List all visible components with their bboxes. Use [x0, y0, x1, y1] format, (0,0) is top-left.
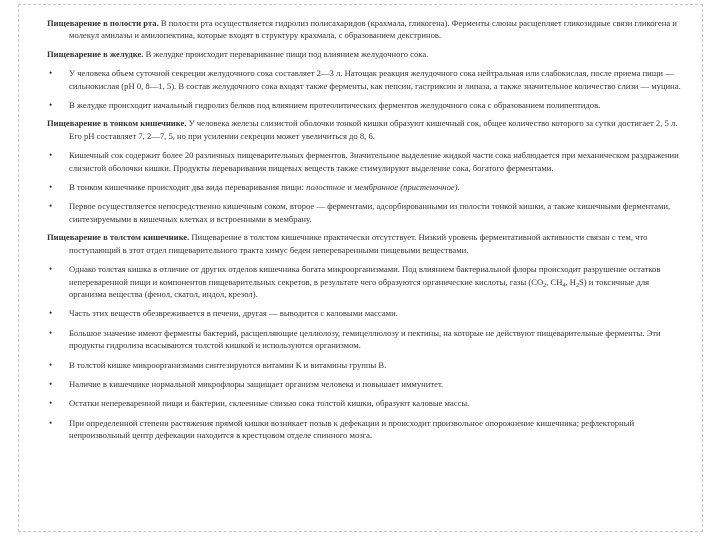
section-heading: Пищеварение в полости рта. [47, 18, 159, 28]
list-item [47, 99, 687, 111]
bullet-icon: • [49, 100, 53, 111]
list-item [47, 181, 687, 193]
section-heading: Пищеварение в желудке. [47, 48, 144, 59]
list-item-text: При определенной степени растяжения прямой кишки возникает позыв к дефекации и происходит произвольное опорожнение кишечника; рефлекторный непроизвольный центр дефекации находится в крестцовом отделе спинного мозга. [69, 417, 635, 441]
list-item [47, 200, 687, 225]
list-item-text: Первое осуществляется непосредственно кишечным соком, второе — ферментами, адсорбированными из полости тонкой кишки, а также кишечными ферментами, синтезируемыми в кишечных клетках и встроенными в мембрану. [69, 201, 671, 224]
section-text: Пищеварение в толстом кишечнике практически отсутствует. Низкий уровень ферментативной активности связан с тем, что поступающий в этот отдел пищеварительного тракта химус беден непереваренными пищевыми веществами. [69, 232, 648, 255]
list-item [47, 397, 687, 409]
subscript: 2 [543, 282, 547, 289]
list-item-text: Наличие в кишечнике нормальной микрофлоры защищает организм человека и повышает иммунитет. [69, 378, 444, 389]
list-item [47, 378, 687, 390]
document-content [47, 17, 687, 442]
list-item-text: В толстой кишке микроорганизмами синтезируются витамин К и витамины группы В. [69, 359, 387, 370]
list-item [47, 417, 687, 442]
bullet-icon: • [49, 308, 53, 319]
bullet-icon: • [49, 327, 53, 338]
list-item-text: , CH [546, 276, 563, 287]
subscript: 4 [562, 282, 566, 289]
section-text: В желудке происходит переваривание пищи под влиянием желудочного сока. [143, 48, 429, 59]
list-item-text: У человека объем суточной секреции желудочного сока составляет 2—3 л. Натощак реакция желудочного сока нейтральная или слабокислая, после приема пищи — сильнокислая (рН 0, 8—1, 5). В состав желудочного сока входят также ферменты, как пепсин, гастриксин и липаза, а также значительное количество слизи — муцина. [69, 68, 681, 91]
list-item-italic: полостное [306, 182, 346, 193]
list-item-text: В тонком кишечнике происходит два вида переваривания пищи: [69, 182, 307, 193]
list-item-text: Часть этих веществ обезвреживается в печени, другая — выводится с каловыми массами. [69, 308, 398, 319]
list-item-text: Остатки непереваренной пищи и бактерии, склеенные слизью сока толстой кишки, образуют каловые массы. [69, 398, 470, 409]
list-item-text: Однако толстая кишка в отличие от других отделов кишечника богата микроорганизмами. Под влиянием бактериальной флоры происходит разрушение остатков непереваренной пищи и компонентов пищеварительных секретов, в результате чего образуются органические кислоты, газы (CO [69, 264, 661, 287]
list-item [47, 327, 687, 352]
list-item [47, 149, 687, 174]
list-item-text: Большое значение имеют ферменты бактерий, расщепляющие целлюлозу, гемицеллюлозу и пектины, на которые не действуют пищеварительные ферменты. Эти продукты гидролиза всасываются толстой кишкой и используются организмом. [69, 327, 661, 351]
section-heading: Пищеварение в тонком кишечнике. [47, 118, 187, 129]
bullet-icon: • [49, 398, 53, 409]
document-page [18, 4, 703, 532]
section-text: В полости рта осуществляется гидролиз полисахаридов (крахмала, гликогена). Ферменты слюны расщепляет гликозидные связи гликогена и молекул амилазы и амилопектина, которые входят в структуру крахмала, с образованием декстринов. [69, 18, 677, 41]
bullet-icon: • [49, 417, 53, 428]
bullet-icon: • [49, 264, 53, 275]
list-item-italic: мембранное (пристеночное) [354, 182, 458, 193]
list-item-text: S) и токсичные для организма вещества (фенол, скатол, индол, крезол). [69, 276, 650, 299]
bullet-icon: • [49, 359, 53, 370]
list-item [47, 307, 687, 319]
section-text: У человека железы слизистой оболочки тонкой кишки образуют кишечный сок, общее количество которого за сутки достигает 2, 5 л. Его рН составляет 7, 2—7, 5, но при усилении секреции может увеличиться до 8, 6. [69, 118, 678, 141]
section-stomach [47, 48, 687, 60]
list-item [47, 263, 687, 300]
section-large-intestine [47, 231, 687, 256]
subscript: 2 [575, 282, 579, 289]
list-item-text: , H [565, 276, 576, 287]
bullet-icon: • [49, 150, 53, 161]
list-item [47, 359, 687, 371]
section-heading: Пищеварение в толстом кишечнике. [47, 232, 190, 243]
list-item-text: В желудке происходит начальный гидролиз белков под влиянием протеолитических ферментов желудочного сока с образованием полипептидов. [69, 100, 601, 111]
bullet-icon: • [49, 182, 53, 193]
list-item-text: . [457, 182, 460, 193]
list-item-text: Кишечный сок содержит более 20 различных пищеварительных ферментов. Значительное выделение жидкой части сока наблюдается при механическом раздражении слизистой оболочки кишки. Продукты переваривания пищевых веществ также стимулируют выделение сока, богатого ферментами. [69, 150, 679, 173]
list-item [47, 67, 687, 92]
section-oral-cavity [47, 17, 687, 42]
section-small-intestine [47, 117, 687, 142]
bullet-icon: • [49, 201, 53, 212]
bullet-icon: • [49, 68, 53, 79]
bullet-icon: • [49, 378, 53, 389]
list-item-text: и [345, 182, 355, 193]
